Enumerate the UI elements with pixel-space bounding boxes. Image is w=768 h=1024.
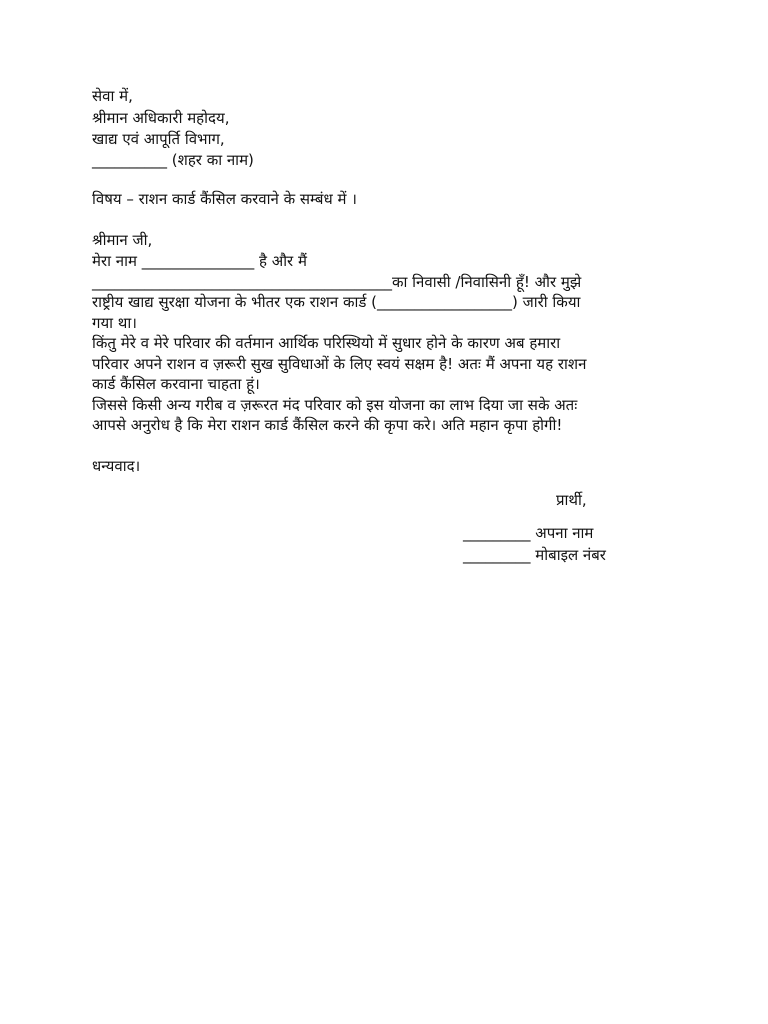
body-line: कार्ड कैंसिल करवाना चाहता हूं। bbox=[92, 375, 260, 393]
subject-line: विषय – राशन कार्ड कैंसिल करवाने के सम्बंध में । bbox=[92, 190, 357, 208]
address-to: सेवा में, bbox=[92, 87, 133, 105]
body-line: किंतु मेरे व मेरे परिवार की वर्तमान आर्थिक परिस्थियो में सुधार होने के कारण अब हमारा bbox=[92, 334, 561, 352]
address-department: खाद्य एवं आपूर्ति विभाग, bbox=[92, 130, 225, 148]
body-line: राष्ट्रीय खाद्य सुरक्षा योजना के भीतर एक राशन कार्ड (__________________) जारी किया bbox=[92, 293, 581, 311]
body-line: जिससे किसी अन्य गरीब व ज़रूरत मंद परिवार को इस योजना का लाभ दिया जा सके अतः bbox=[92, 396, 578, 414]
body-line: आपसे अनुरोध है कि मेरा राशन कार्ड कैंसिल करने की कृपा करे। अति महान कृपा होगी! bbox=[92, 416, 563, 434]
closing-thanks: धन्यवाद। bbox=[92, 457, 141, 475]
mobile-line: _________ मोबाइल नंबर bbox=[463, 546, 606, 564]
address-city: __________ (शहर का नाम) bbox=[92, 151, 254, 169]
body-line: ________________________________________का निवासी /निवासिनी हूँ! और मुझे bbox=[92, 273, 582, 291]
body-line: मेरा नाम _______________ है और मैं bbox=[92, 252, 307, 270]
applicant-label: प्रार्थी, bbox=[556, 491, 587, 509]
body-line: परिवार अपने राशन व ज़रूरी सुख सुविधाओं के लिए स्वयं सक्षम है! अतः मैं अपना यह राशन bbox=[92, 355, 587, 373]
address-officer: श्रीमान अधिकारी महोदय, bbox=[92, 109, 230, 127]
name-line: _________ अपना नाम bbox=[463, 524, 594, 542]
salutation: श्रीमान जी, bbox=[92, 231, 153, 249]
body-line: गया था। bbox=[92, 314, 137, 332]
